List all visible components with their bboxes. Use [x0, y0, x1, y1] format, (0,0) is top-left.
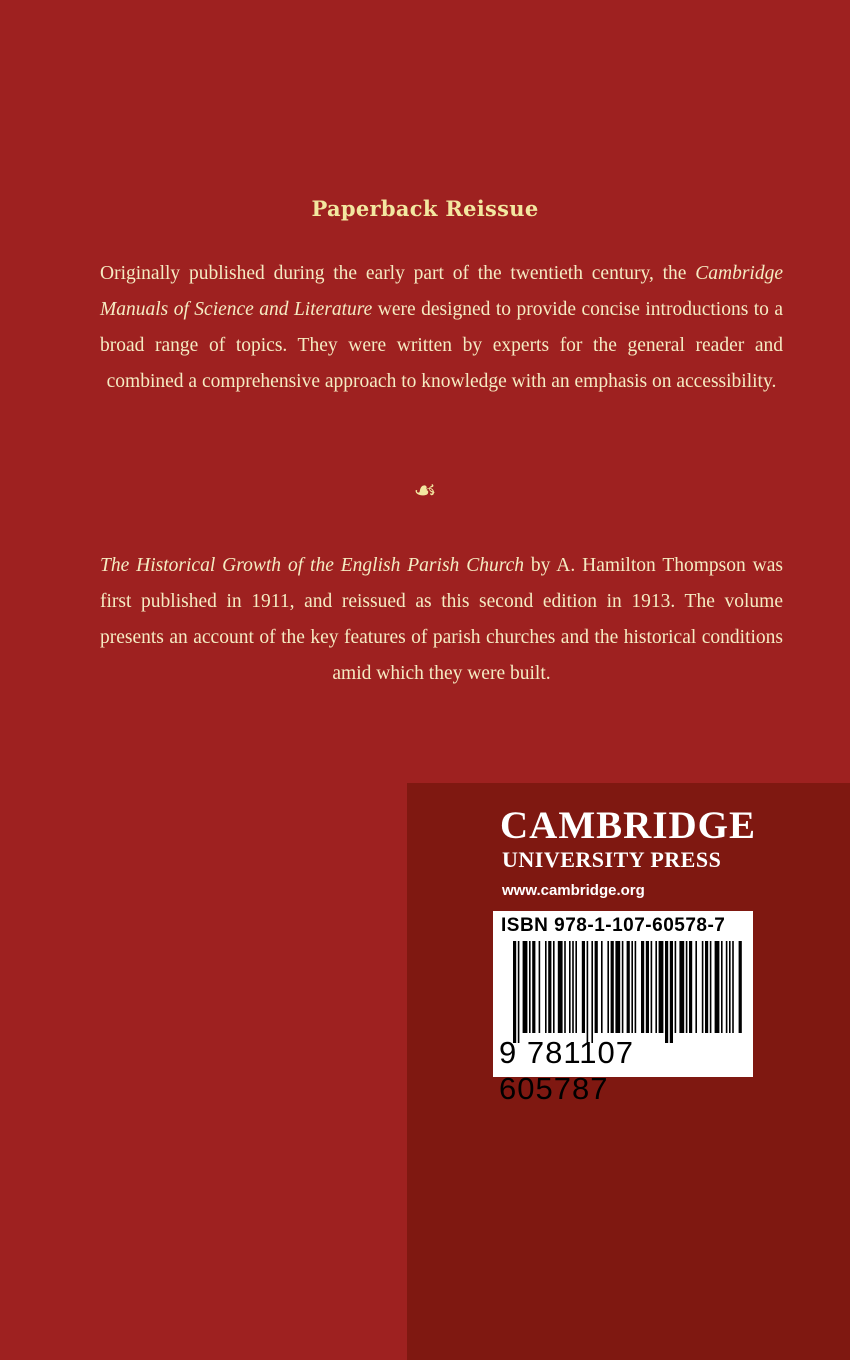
barcode-bar — [513, 941, 516, 1043]
barcode-bar — [689, 941, 692, 1033]
barcode-bar — [572, 941, 574, 1033]
series-intro-paragraph — [100, 256, 783, 400]
barcode-bar — [548, 941, 551, 1033]
intro-text-after: were designed to provide concise introductions to a broad range of topics. They were written by experts for the general reader and combined a comprehensive approach to knowledge with an emphasis on accessibility. — [100, 299, 783, 392]
barcode-bar — [523, 941, 528, 1033]
barcode-bar — [726, 941, 728, 1033]
barcode-bar — [553, 941, 555, 1033]
barcode-bar — [627, 941, 630, 1033]
publisher-panel — [407, 783, 850, 1360]
barcode-bar — [518, 941, 520, 1043]
barcode-bar — [622, 941, 624, 1033]
barcode-bar — [705, 941, 708, 1033]
barcode-bar — [569, 941, 571, 1033]
barcode-bar — [635, 941, 637, 1033]
barcode-bar — [615, 941, 620, 1033]
barcode-bar — [710, 941, 712, 1033]
barcode-bar — [679, 941, 684, 1033]
barcode-bar — [702, 941, 704, 1033]
barcode-bar — [695, 941, 697, 1033]
barcode-bar — [595, 941, 598, 1033]
barcode-bar — [651, 941, 653, 1033]
intro-text-before: Originally published during the early part of the twentieth century, the — [100, 263, 696, 284]
barcode-bar — [575, 941, 577, 1033]
barcode-bar — [646, 941, 649, 1033]
publisher-website: www.cambridge.org — [502, 882, 645, 899]
barcode-bar — [659, 941, 664, 1033]
barcode-bar — [607, 941, 609, 1033]
book-blurb-paragraph — [100, 548, 783, 692]
barcode-bar — [655, 941, 657, 1033]
barcode-bar — [670, 941, 673, 1043]
barcode-bar — [601, 941, 603, 1033]
barcode-bar — [611, 941, 614, 1033]
blurb-text-after: by A. Hamilton Thompson was first published in 1911, and reissued as this second edition in 1913. The volume presents an account of the key features of parish churches and the historical conditions amid which they were built. — [100, 555, 783, 684]
publisher-logo-line2: UNIVERSITY PRESS — [502, 847, 722, 872]
barcode-bar — [732, 941, 734, 1033]
barcode-bar — [582, 941, 585, 1033]
barcode-box — [493, 911, 753, 1106]
book-title: The Historical Growth of the English Parish Church — [100, 555, 524, 576]
barcode-bar — [591, 941, 593, 1043]
barcode-bar — [539, 941, 541, 1033]
barcode-bar — [686, 941, 688, 1033]
ornament-icon: ☙ — [413, 476, 437, 506]
barcode-bar — [729, 941, 731, 1033]
barcode-bar — [564, 941, 566, 1033]
isbn-label: ISBN 978-1-107-60578-7 — [501, 915, 726, 936]
barcode-bar — [665, 941, 668, 1043]
barcode-bar — [715, 941, 720, 1033]
barcode-bar — [558, 941, 563, 1033]
barcode-bar — [587, 941, 589, 1043]
barcode-bar — [631, 941, 633, 1033]
barcode-bar — [675, 941, 677, 1033]
publisher-logo-line1: CAMBRIDGE — [500, 804, 757, 847]
barcode-bar — [641, 941, 644, 1033]
barcode-bar — [545, 941, 547, 1033]
series-title: Cambridge Manuals of Science and Literature — [100, 263, 783, 320]
barcode-bar — [721, 941, 723, 1033]
barcode-bar — [532, 941, 535, 1033]
back-cover-heading: Paperback Reissue — [311, 196, 539, 221]
barcode-bar — [739, 941, 742, 1033]
barcode-digits: 9 781107 605787 — [499, 1035, 634, 1106]
barcode-bar — [529, 941, 531, 1033]
